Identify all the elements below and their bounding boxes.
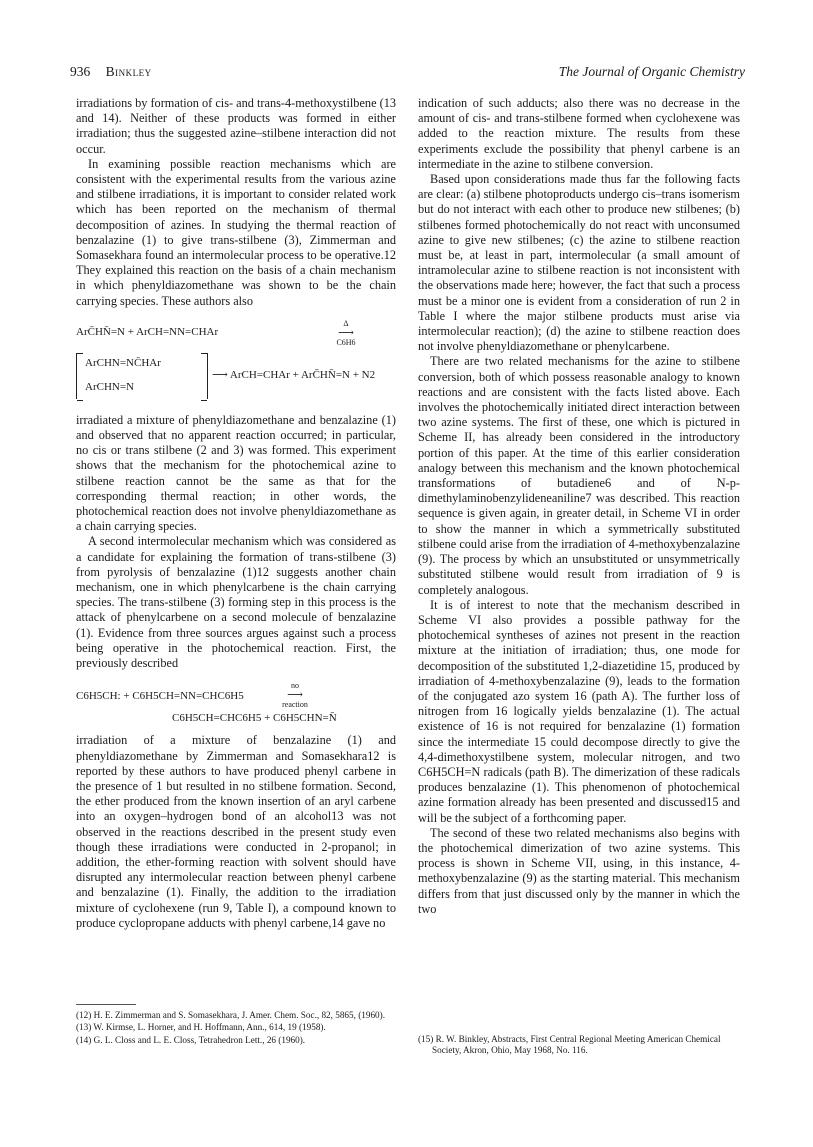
reaction-arrow xyxy=(271,681,319,709)
paragraph: A second intermolecular mechanism which was considered as a candidate for explaining the formation of trans-stilbene (3) from pyrolysis of benzalazine (1)12 suggests another chain mechanism, one in which phenylcarbene is the chain carrying species. The trans-stilbene (3) forming step in this process is the attack of phenylcarbene on a second molecule of benzalazine (1). Evidence from three sources argues against such a process being operative in the photochemical reaction. First, the previously described xyxy=(76,534,396,671)
arrow-condition-above: no xyxy=(291,681,299,691)
footnote: (13) W. Kirmse, L. Horner, and H. Hoffmann, Ann., 614, 19 (1958). xyxy=(76,1022,326,1033)
arrow-icon: ⟶ xyxy=(287,689,303,702)
paragraph: It is of interest to note that the mechanism described in Scheme VI also provides a possible pathway for the photochemical syntheses of azines not present in the reaction mixture at the initiation of irradiation; thus, one mode for decomposition of the substituted 1,2-diazetidine 15, produced by irradiation of 4-methoxybenzalazine (9), leads to the formation of the conjugated azo system 16 (path A). The further loss of nitrogen from 16 logically yields benzalazine (1). The actual existence of 16 is not required for benzalazine (1) formation since the intermediate 15 could decompose directly to give the 4,4-dimethoxystilbene system, molecular nitrogen, and two C6H5CH=N radicals (path B). The dimerization of these radicals produces benzalazine (1). This phenomenon of photochemical azine formation already has been presented and discussed15 and will be the subject of a forthcoming paper. xyxy=(418,597,740,825)
paragraph: indication of such adducts; also there was no decrease in the amount of cis- and trans-stilbene formed when cyclohexene was added to the reaction mixture. The results from these experiments exclude the possibility that phenyl carbene is an intermediate in the azine to stilbene conversion. xyxy=(418,96,740,171)
equation-carbene xyxy=(76,681,396,723)
running-header-left xyxy=(70,64,152,80)
footnote-divider xyxy=(76,1004,136,1005)
arrow-condition-below: reaction xyxy=(282,700,308,710)
author-name: Binkley xyxy=(105,64,152,79)
arrow-condition-below: C6H6 xyxy=(336,337,356,347)
footnote: (15) R. W. Binkley, Abstracts, First Central Regional Meeting American Chemical Society, Akron, Ohio, May 1968, No. 116. xyxy=(418,1034,721,1056)
equation-thermal xyxy=(76,318,396,347)
paragraph: irradiation of a mixture of benzalazine (1) and phenyldiazomethane by Zimmerman and Somasekhara12 is reported by these authors to have produced phenyl carbene in the presence of 1 but resulted in no stilbene formation. Second, the ether produced from the known insertion of an aryl carbene into an oxygen–hydrogen bond of an alcohol13 was not observed in the reactions described in the present study even though these irradiations were conducted in 2-propanol; in addition, the ether-forming reaction with solvent should have disrupted any intermolecular reaction between phenyl carbene and benzalazine (1). Finally, the addition to the irradiation mixture of cyclohexene (run 9, Table I), a compound known to produce cyclopropane adducts with phenyl carbene,14 gave no xyxy=(76,733,396,930)
equation-rhs: C6H5CH=CHC6H5 + C6H5CHN=N̄ xyxy=(172,712,337,725)
paragraph: irradiations by formation of cis- and trans-4-methoxystilbene (13 and 14). Neither of these products was formed in either irradiation; thus the suggested azine–stilbene interaction did not occur. xyxy=(76,96,396,156)
paragraph: In examining possible reaction mechanisms which are consistent with the experimental results from the various azine and stilbene irradiations, it is important to consider related work which has been reported on the mechanism of thermal decomposition of azines. In studying the thermal reaction of benzalazine (1) to give trans-stilbene (3), Zimmerman and Somasekhara found an intermolecular process to be operative.12 They explained this reaction on the basis of a chain mechanism in which phenyldiazomethane was shown to be the chain carrying species. These authors also xyxy=(76,156,396,308)
paragraph: There are two related mechanisms for the azine to stilbene conversion, both of which possess reasonable analogy to known reactions and are consistent with the facts listed above. Each involves the photochemically initiated direct interaction between two azine systems. The first of these, one which is pictured in Scheme II, has already been considered in the introductory portion of this paper. At the time of this earlier consideration analogy between this mechanism and the known photochemical transformations of butadiene6 and of N-p-dimethylaminobenzylideneaniline7 was described. This reaction sequence is given again, in greater detail, in Scheme VI in order to show the manner in which a symmetrically substituted stilbene could arise from the irradiation of 4-methoxybenzalazine (9). The process by which an unsubstituted or unsymmetrically substituted stilbene would result from irradiation of 9 is completely analogous. xyxy=(418,354,740,597)
right-column xyxy=(418,96,740,917)
left-column xyxy=(76,96,396,931)
structure-bottom: ArCHN=N xyxy=(85,380,134,393)
equation-intermediate xyxy=(76,353,396,403)
equation-lhs: C6H5CH: + C6H5CH=NN=CHC6H5 xyxy=(76,690,244,703)
footnotes-left xyxy=(76,1010,396,1047)
page-number: 936 xyxy=(70,64,91,79)
arrow-icon: ⟶ xyxy=(338,326,354,339)
footnote: (14) G. L. Closs and L. E. Closs, Tetrahedron Lett., 26 (1960). xyxy=(76,1034,306,1045)
footnotes-right xyxy=(418,1034,740,1058)
paragraph: Based upon considerations made thus far the following facts are clear: (a) stilbene photoproducts undergo cis–trans isomerism but do not interact with each other to produce new stilbenes; (b) stilbenes formed photochemically do not react with unconsumed azine to give new stilbenes; (c) the azine to stilbene reaction must be, at least in part, intermolecular (a small amount of intramolecular azine to stilbene reaction is not inconsistent with the observations made here; however, the fact that such a process must be a minor one is evident from a consideration of run 2 in Table I where the major stilbene products must arise via intermolecular reaction); (d) the azine to stilbene reaction does not involve phenyldiazomethane or phenylcarbene. xyxy=(418,172,740,354)
footnote: (12) H. E. Zimmerman and S. Somasekhara, J. Amer. Chem. Soc., 82, 5865, (1960). xyxy=(76,1010,386,1020)
reaction-arrow xyxy=(326,319,366,347)
structure-top: ArCHN=NC̄HAr xyxy=(85,356,161,369)
journal-title: The Journal of Organic Chemistry xyxy=(558,64,745,79)
bracket xyxy=(76,353,208,399)
arrow-condition-above: Δ xyxy=(343,318,349,328)
equation-lhs: ArC̄HN̄=N + ArCH=NN=CHAr xyxy=(76,325,219,338)
paragraph: The second of these two related mechanisms also begins with the photochemical dimerization of two azine systems. This process is shown in Scheme VII, using, in this instance, 4-methoxybenzalazine (9) as the starting material. This mechanism differs from that just discussed only by the manner in which the two xyxy=(418,825,740,916)
equation-rhs: ⟶ ArCH=CHAr + ArC̄HN̄=N + N2 xyxy=(212,368,376,381)
paragraph: irradiated a mixture of phenyldiazomethane and benzalazine (1) and observed that no apparent reaction occurred; in particular, no cis or trans stilbene (2 and 3) was formed. This experiment shows that the mechanism for the photochemical azine to stilbene reaction cannot be the same as that for the corresponding thermal reaction; in other words, the photochemical reaction does not involve phenyldiazomethane as a chain carrying species. xyxy=(76,412,396,534)
